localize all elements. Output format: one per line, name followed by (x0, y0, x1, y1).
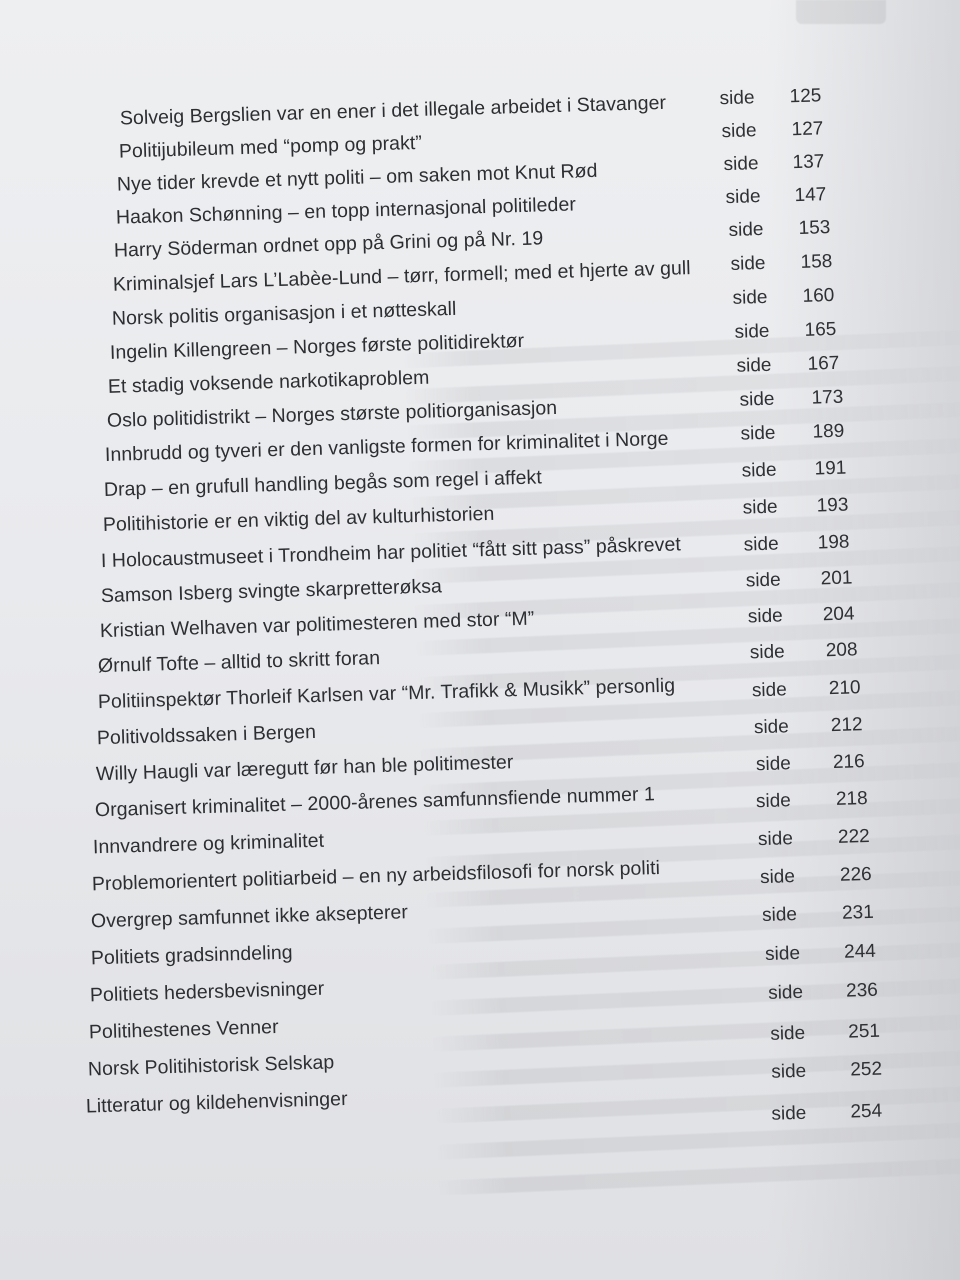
toc-entry-side-label: side (728, 219, 764, 242)
toc-entry-title: Politiets hedersbevisninger (89, 977, 325, 1007)
toc-entry-page-number: 218 (835, 788, 868, 810)
toc-entry-title: Organisert kriminalitet – 2000-årenes samfunnsfiende nummer 1 (94, 783, 656, 822)
toc-entry-page-number: 231 (841, 901, 875, 924)
toc-entry-title: Politijubileum med “pomp og prakt” (118, 131, 423, 163)
toc-entry-side-label: side (771, 1060, 807, 1083)
toc-entry-page-number: 158 (800, 251, 833, 273)
toc-entry-side-label: side (736, 354, 772, 377)
toc-entry-side-label: side (755, 753, 792, 776)
toc-entry-title: Drap – en grufull handling begås som regel i affekt (103, 466, 543, 502)
toc-entry-side-label: side (739, 388, 775, 411)
toc-entry-page-number: 153 (798, 217, 831, 239)
toc-entry-side-label: side (721, 120, 757, 143)
toc-entry-page-number: 208 (825, 639, 858, 662)
toc-entry-side-label: side (747, 605, 783, 628)
toc-entry-title: Willy Haugli var læregutt før han ble politimester (95, 751, 514, 786)
toc-entry-side-label: side (761, 904, 798, 927)
toc-entry-title: Nye tider krevde et nytt politi – om saken mot Knut Rød (116, 159, 598, 196)
toc-entry-page-number: 236 (845, 979, 879, 1002)
toc-entry-page-number: 165 (804, 318, 837, 341)
toc-entry-page-number: 125 (789, 85, 822, 108)
toc-entry-title: Kristian Welhaven var politimesteren med stor “M” (99, 607, 535, 643)
toc-entry-side-label: side (753, 716, 790, 739)
toc-entry-page-number: 127 (791, 118, 824, 141)
toc-entry-title: Haakon Schønning – en topp internasjonal politileder (115, 193, 577, 229)
toc-entry-title: Politiets gradsinndeling (90, 941, 293, 970)
toc-entry-title: Samson Isberg svingte skarpretterøksa (100, 575, 443, 608)
toc-entry-side-label: side (743, 533, 779, 556)
toc-entry-page-number: 173 (811, 386, 844, 409)
toc-entry-title: Politihestenes Venner (88, 1015, 279, 1044)
toc-entry-page-number: 191 (814, 457, 847, 480)
toc-entry-title: Et stadig voksende narkotikaproblem (107, 366, 430, 398)
toc-entry-side-label: side (749, 641, 785, 664)
toc-entry-page-number: 201 (820, 567, 853, 590)
toc-entry-side-label: side (757, 828, 794, 851)
toc-entry-page-number: 244 (843, 940, 877, 963)
toc-entry-title: Politivoldssaken i Bergen (96, 720, 317, 750)
toc-entry-side-label: side (771, 1102, 807, 1125)
toc-entry-page-number: 193 (816, 494, 849, 517)
toc-entry-side-label: side (725, 186, 761, 209)
toc-entry-page-number: 189 (812, 420, 845, 443)
toc-entry-title: Ørnulf Tofte – alltid to skritt foran (97, 647, 381, 678)
toc-entry-title: Oslo politidistrikt – Norges største politiorganisasjon (106, 396, 558, 432)
toc-entry-side-label: side (767, 981, 804, 1004)
toc-entry-title: Innbrudd og tyveri er den vanligste formen for kriminalitet i Norge (104, 427, 669, 466)
toc-entry-title: Harry Söderman ordnet opp på Grini og på Nr. 19 (113, 227, 544, 262)
toc-entry-side-label: side (719, 87, 755, 110)
toc-entry-page-number: 222 (837, 825, 870, 848)
toc-entry-page-number: 212 (830, 714, 863, 737)
toc-entry-side-label: side (740, 422, 776, 445)
toc-entry-side-label: side (741, 459, 777, 482)
toc-entry-page-number: 252 (849, 1058, 883, 1081)
toc-entry-side-label: side (742, 496, 778, 519)
toc-entry-side-label: side (723, 153, 759, 176)
toc-entry-page-number: 167 (807, 352, 840, 375)
toc-entry-side-label: side (751, 679, 788, 702)
toc-entry-page-number: 254 (850, 1100, 883, 1123)
toc-entry-page-number: 210 (828, 677, 861, 700)
toc-entry-side-label: side (769, 1022, 806, 1045)
toc-entry-side-label: side (745, 569, 781, 592)
toc-entry-title: Norsk Politihistorisk Selskap (87, 1051, 335, 1081)
toc-entry-title: Solveig Bergslien var en ener i det illegale arbeidet i Stavanger (119, 91, 667, 130)
toc-entry-page-number: 137 (792, 151, 825, 174)
toc-entry-side-label: side (764, 942, 801, 965)
toc-entry-page-number: 251 (847, 1020, 881, 1043)
toc-entry-title: Kriminalsjef Lars L’Labèe-Lund – tørr, formell; med et hjerte av gull (112, 257, 691, 296)
toc-entry-title: Litteratur og kildehenvisninger (85, 1087, 348, 1118)
toc-entry-page-number: 147 (794, 184, 827, 207)
toc-entry-page-number: 216 (832, 751, 865, 774)
toc-entry-page-number: 226 (839, 863, 873, 886)
toc-entry-page-number: 204 (822, 603, 855, 626)
toc-entry-title: Overgrep samfunnet ikke aksepterer (90, 901, 409, 933)
toc-entry-title: Politihistorie er en viktig del av kulturhistorien (102, 502, 495, 537)
toc-entry-page-number: 198 (817, 531, 850, 554)
toc-entry-side-label: side (732, 286, 768, 309)
toc-entry-title: Norsk politis organisasjon i et nøtteskall (111, 297, 457, 330)
toc-entry-title: I Holocaustmuseet i Trondheim har politiet “fått sitt pass” påskrevet (100, 533, 682, 573)
toc-entry-side-label: side (759, 866, 796, 889)
toc-entry-title: Innvandrere og kriminalitet (92, 829, 325, 859)
toc-entry-title: Politiinspektør Thorleif Karlsen var “Mr. Trafikk & Musikk” personlig (97, 674, 676, 714)
toc-entry-title: Problemorientert politiarbeid – en ny arbeidsfilosofi for norsk politi (91, 856, 661, 896)
toc-entry-side-label: side (730, 252, 766, 275)
toc-entry-side-label: side (755, 790, 792, 813)
toc-entry-page-number: 160 (802, 284, 835, 307)
toc-entry-side-label: side (734, 320, 770, 343)
toc-entry-title: Ingelin Killengreen – Norges første politidirektør (109, 329, 525, 364)
